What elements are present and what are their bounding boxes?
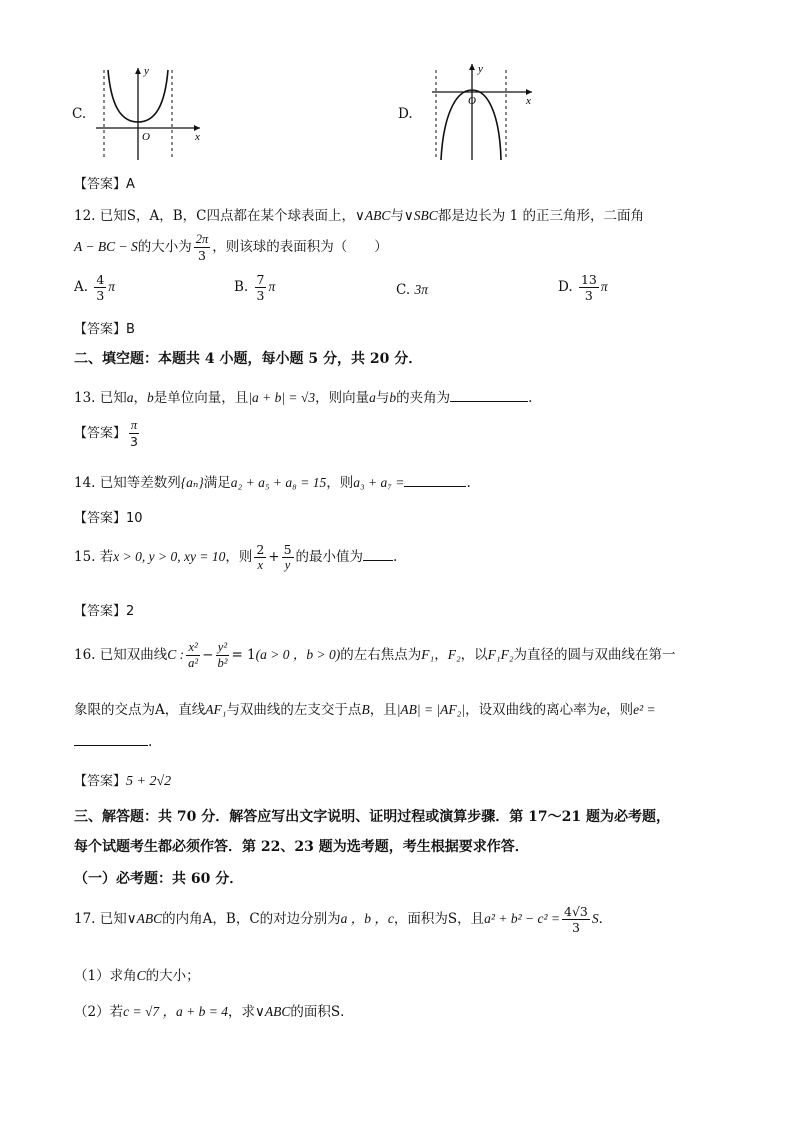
q12-line2: A − BC − S的大小为 $\frac{2\pi}{3}$ ，则该球的表面积为（ ）: [74, 232, 388, 263]
option-d-label: D.: [398, 106, 413, 122]
q16-line1: 16. 已知双曲线C : $\frac{\text{x²}}{\text{a²}}$ − $\frac{\text{y²}}{\text{b²}}$ = 1(a > 0 ，b > 0)的左右焦点为F₁，F₂，以F₁F₂为直径的圆与双曲线在第一: [74, 640, 676, 670]
q13-blank: [450, 388, 528, 402]
q12-answer: 【答案】B: [74, 322, 135, 337]
q15-answer: 【答案】2: [74, 604, 135, 619]
option-c-graph: [92, 64, 206, 162]
section3-heading-line2: 每个试题考生都必须作答．第 22、23 题为选考题，考生根据要求作答．: [74, 839, 529, 855]
q13-answer: 【答案】 $\frac{\pi}{3}$: [74, 418, 138, 449]
q14-line: 14. 已知等差数列{aₙ}满足a₂ + a₅ + a₈ = 15，则a₃ + a₇ = .: [74, 475, 471, 491]
q16-answer: 【答案】5 + 2√2: [74, 774, 172, 789]
q17-part1: （1）求角C的大小；: [74, 968, 200, 984]
q16-line2: 象限的交点为A，直线AF₁与双曲线的左支交于点B，且|AB| = |AF₂|，设双曲线的离心率为e，则e² =: [74, 702, 656, 718]
q13-line: 13. 已知a，b是单位向量，且|a + b| = √3，则向量a与b的夹角为 .: [74, 390, 533, 406]
q16-blank: [74, 732, 148, 746]
q16-line3: .: [74, 732, 152, 750]
q12-line1: 12. 已知S，A，B，C四点都在某个球表面上，∨ABC与∨SBC都是边长为 1 的正三角形，二面角: [74, 208, 644, 224]
svg-text:O: O: [468, 95, 476, 107]
q12-option-c: C. 3π: [396, 282, 428, 298]
q11-answer: 【答案】A: [74, 177, 135, 192]
svg-text:y: y: [478, 63, 483, 75]
q12-option-d: D. $\frac{13}{3}$ π: [558, 272, 608, 303]
q15-blank: [363, 547, 393, 561]
q14-answer: 【答案】10: [74, 511, 143, 526]
section3-heading-line1: 三、解答题：共 70 分．解答应写出文字说明、证明过程或演算步骤．第 17～21 题为必考题，: [74, 809, 670, 825]
svg-text:y: y: [144, 65, 149, 77]
svg-text:O: O: [142, 131, 150, 143]
svg-text:x: x: [195, 131, 200, 143]
section3-subheading: （一）必考题：共 60 分．: [74, 871, 244, 887]
option-c-label: C.: [72, 106, 87, 122]
q15-line: 15. 若x > 0, y > 0, xy = 10，则 $\frac{2}{x}$ + $\frac{5}{y}$ 的最小值为 .: [74, 542, 398, 572]
q14-blank: [404, 473, 466, 487]
section2-heading: 二、填空题：本题共 4 小题，每小题 5 分，共 20 分．: [74, 351, 423, 367]
q17-line: 17. 已知∨ABC的内角A，B，C的对边分别为a ，b ，c，面积为S，且a² + b² − c² = $\frac{4√3}{3}$ S．: [74, 904, 613, 935]
svg-text:x: x: [526, 95, 531, 107]
option-d-graph: [428, 60, 542, 162]
q17-part2: （2）若c = √7 ，a + b = 4，求∨ABC的面积S．: [74, 1004, 354, 1020]
q12-option-a: A. $\frac{4}{3}$ π: [74, 272, 116, 303]
q12-option-b: B. $\frac{7}{3}$ π: [234, 272, 276, 303]
angle-fraction: $\frac{2\pi}{3}$: [195, 232, 209, 263]
